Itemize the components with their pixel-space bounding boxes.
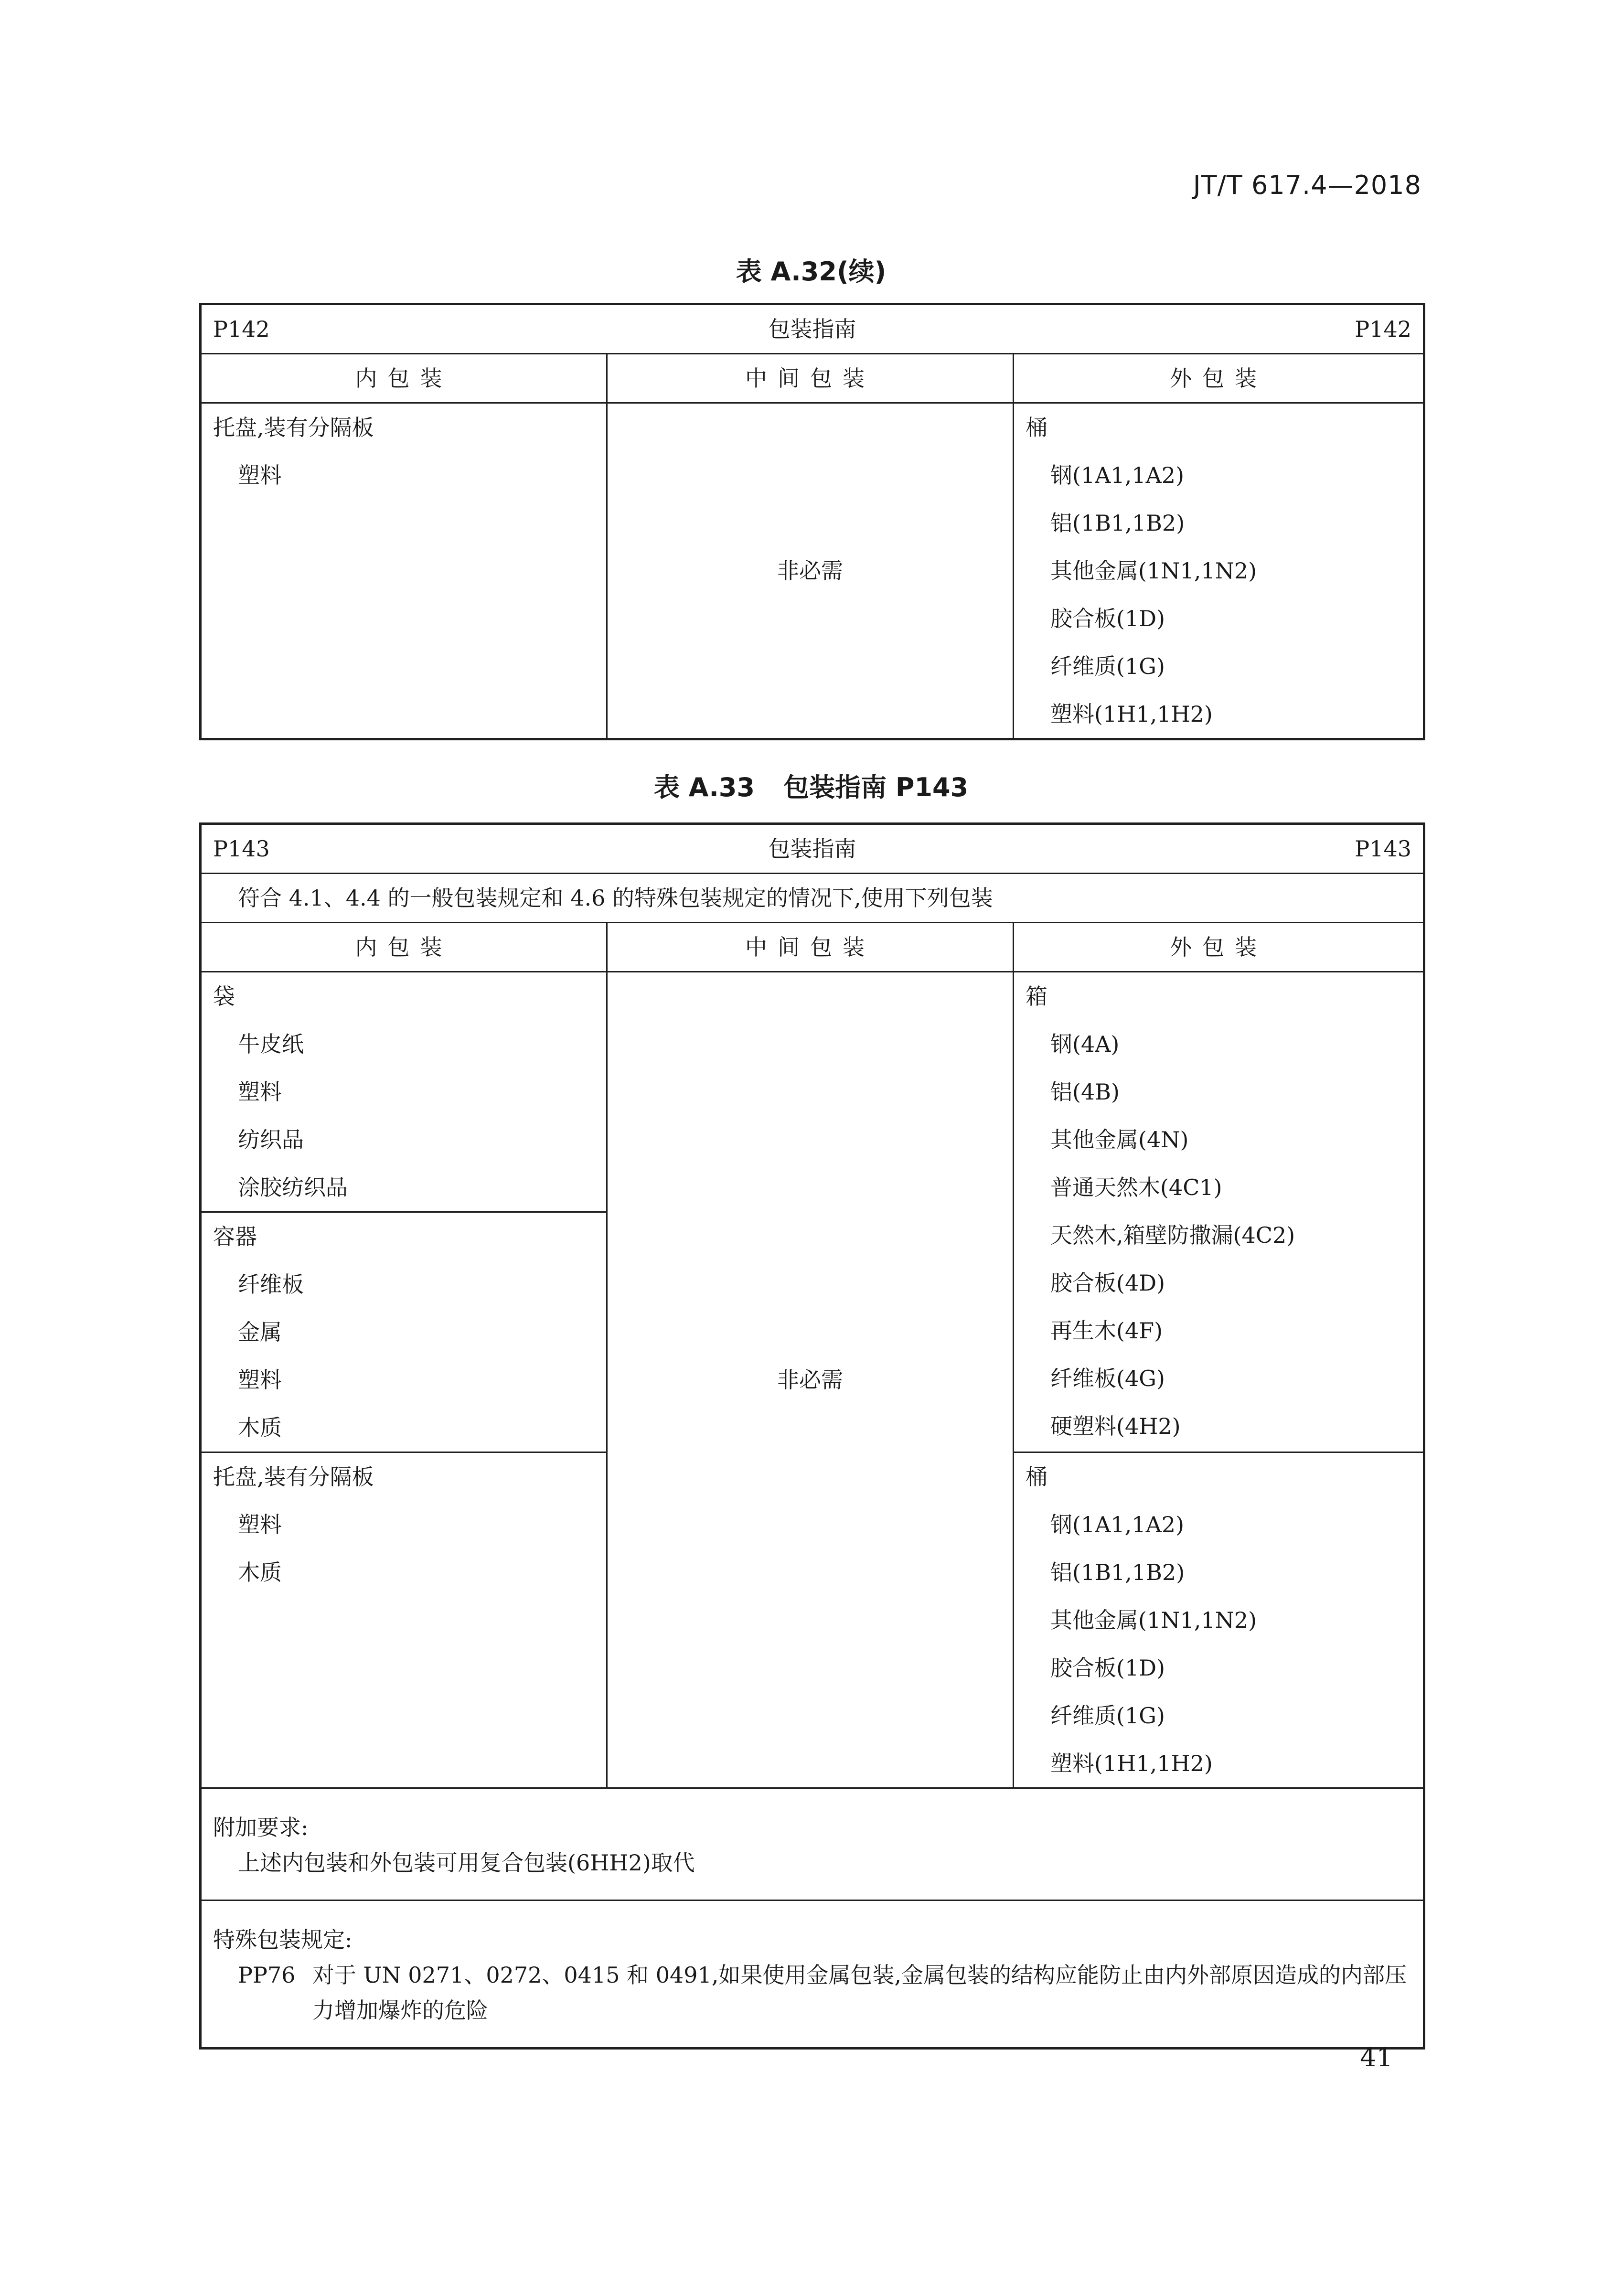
inner-item: 容器 xyxy=(213,1224,257,1249)
outer-item: 塑料(1H1,1H2) xyxy=(1050,1751,1213,1776)
outer-item: 其他金属(1N1,1N2) xyxy=(1050,1607,1257,1633)
table-a33-inner-bags xyxy=(201,972,607,1212)
inner-item: 塑料 xyxy=(238,1512,282,1537)
outer-item: 铝(1B1,1B2) xyxy=(1050,1559,1185,1585)
additional-text: 上述内包装和外包装可用复合包装(6HH2)取代 xyxy=(238,1850,695,1876)
outer-item: 桶 xyxy=(1026,415,1047,440)
table-a33-inner-receptacles xyxy=(201,1212,607,1452)
outer-item: 其他金属(4N) xyxy=(1050,1127,1189,1153)
additional-title: 附加要求: xyxy=(213,1815,309,1840)
table-a32-col-outer: 外包装 xyxy=(1014,354,1424,403)
table-a33-code-right: P143 xyxy=(1355,836,1411,862)
inner-item: 托盘,装有分隔板 xyxy=(213,415,374,440)
outer-item: 天然木,箱壁防撒漏(4C2) xyxy=(1050,1222,1295,1248)
table-a33-scope: 符合 4.1、4.4 的一般包装规定和 4.6 的特殊包装规定的情况下,使用下列包装 xyxy=(201,874,1424,923)
table-a33-outer-boxes xyxy=(1014,972,1424,1452)
inner-item: 塑料 xyxy=(238,1367,282,1393)
table-a33-caption-label: 表 A.33 xyxy=(653,772,755,802)
table-a33-inner-trays xyxy=(201,1452,607,1788)
inner-item: 塑料 xyxy=(238,1079,282,1105)
outer-item: 硬塑料(4H2) xyxy=(1050,1413,1181,1439)
outer-item: 再生木(4F) xyxy=(1050,1318,1163,1344)
inner-item: 木质 xyxy=(238,1559,282,1585)
table-a33-col-outer: 外包装 xyxy=(1014,923,1424,972)
outer-item: 纤维质(1G) xyxy=(1050,653,1165,679)
special-code: PP76 xyxy=(238,1962,296,1988)
table-a33-additional xyxy=(201,1788,1424,1900)
table-a32-code-left: P142 xyxy=(213,316,270,342)
table-a33 xyxy=(199,822,1425,2050)
inner-item: 木质 xyxy=(238,1415,282,1441)
outer-item: 胶合板(1D) xyxy=(1050,606,1165,631)
table-a32-caption: 表 A.32(续) xyxy=(736,256,887,287)
inner-item: 袋 xyxy=(213,983,235,1009)
outer-item: 铝(1B1,1B2) xyxy=(1050,510,1185,536)
inner-item: 涂胶纺织品 xyxy=(238,1174,348,1200)
outer-item: 钢(1A1,1A2) xyxy=(1050,1512,1185,1537)
table-a32-title: 包装指南 xyxy=(768,316,856,342)
table-a33-outer-drums xyxy=(1014,1452,1424,1788)
inner-item: 纺织品 xyxy=(238,1127,304,1153)
inner-item: 金属 xyxy=(238,1319,282,1345)
special-text: 对于 UN 0271、0272、0415 和 0491,如果使用金属包装,金属包装的结构应能防止由内外部原因造成的内部压力增加爆炸的危险 xyxy=(312,1962,1407,2023)
outer-item: 纤维板(4G) xyxy=(1050,1366,1165,1391)
special-title: 特殊包装规定: xyxy=(213,1927,353,1953)
table-a32-middle-cell: 非必需 xyxy=(607,403,1014,739)
table-a33-caption xyxy=(199,767,1423,804)
table-a32-outer-cell xyxy=(1014,403,1424,739)
special-provision xyxy=(213,1957,1411,2028)
document-code: JT/T 617.4—2018 xyxy=(1193,170,1421,200)
table-a32-col-middle: 中间包装 xyxy=(607,354,1014,403)
table-a33-middle-cell: 非必需 xyxy=(607,972,1014,1788)
table-a32 xyxy=(199,303,1425,740)
table-a32-inner-cell xyxy=(201,403,607,739)
table-a32-code-right: P142 xyxy=(1355,316,1411,342)
table-a33-col-inner: 内包装 xyxy=(201,923,607,972)
table-a33-code-left: P143 xyxy=(213,836,270,862)
inner-item: 托盘,装有分隔板 xyxy=(213,1464,374,1490)
outer-item: 铝(4B) xyxy=(1050,1079,1120,1105)
outer-item: 纤维质(1G) xyxy=(1050,1703,1165,1729)
outer-item: 箱 xyxy=(1026,983,1047,1009)
outer-item: 其他金属(1N1,1N2) xyxy=(1050,558,1257,584)
outer-item: 胶合板(4D) xyxy=(1050,1270,1165,1296)
table-a33-col-middle: 中间包装 xyxy=(607,923,1014,972)
outer-item: 胶合板(1D) xyxy=(1050,1655,1165,1681)
inner-item: 塑料 xyxy=(238,462,282,488)
table-a33-title: 包装指南 xyxy=(768,836,856,862)
outer-item: 钢(4A) xyxy=(1050,1031,1120,1057)
outer-item: 桶 xyxy=(1026,1464,1047,1490)
inner-item: 牛皮纸 xyxy=(238,1031,304,1057)
table-a32-col-inner: 内包装 xyxy=(201,354,607,403)
outer-item: 普通天然木(4C1) xyxy=(1050,1174,1222,1200)
table-a33-special xyxy=(201,1900,1424,2049)
table-a33-caption-title: 包装指南 P143 xyxy=(783,772,969,802)
outer-item: 塑料(1H1,1H2) xyxy=(1050,701,1213,727)
table-a33-title-row xyxy=(201,824,1424,874)
table-a32-title-row xyxy=(201,304,1424,354)
outer-item: 钢(1A1,1A2) xyxy=(1050,462,1185,488)
inner-item: 纤维板 xyxy=(238,1271,304,1297)
page-number: 41 xyxy=(1360,2042,1393,2072)
